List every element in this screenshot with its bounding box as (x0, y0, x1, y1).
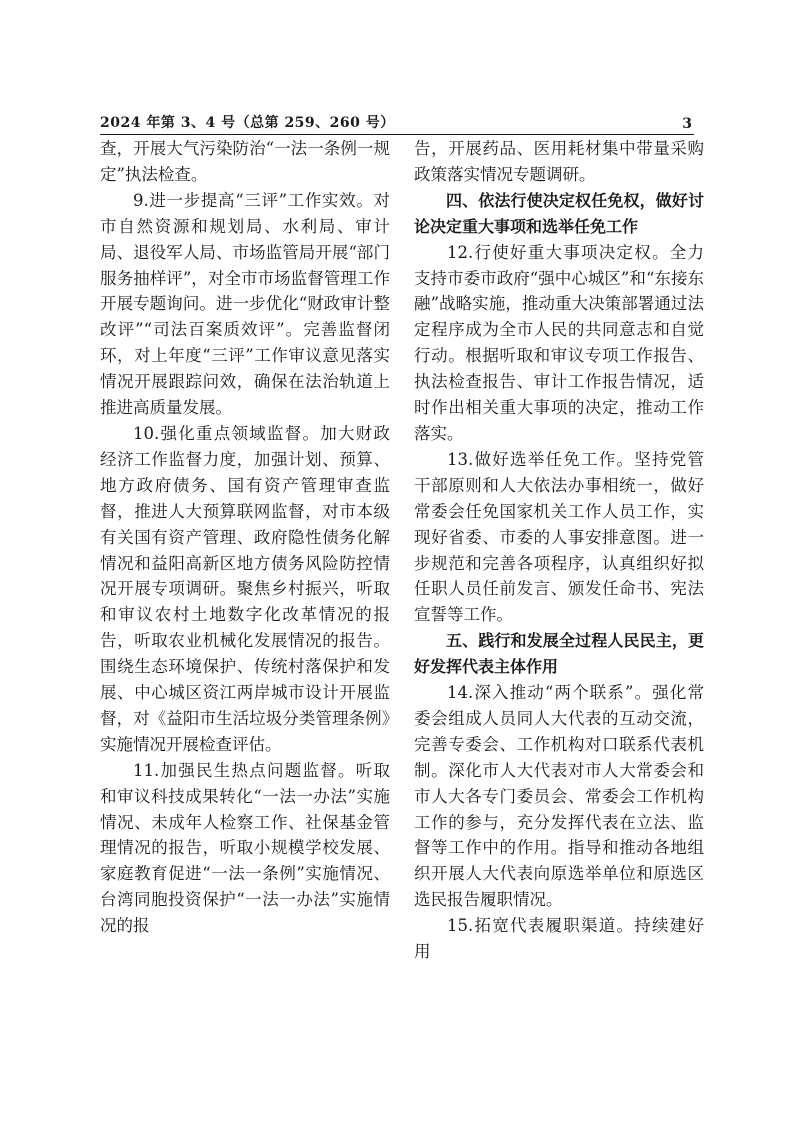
paragraph-item-13: 13.做好选举任免工作。坚持党管干部原则和人大依法办事相统一，做好常委会任免国家机关工作人员工作，实现好省委、市委的人事安排意图。进一步规范和完善各项程序，认真组织好拟任职人员任前发言、颁发任命书、宪法宣誓等工作。 (414, 449, 704, 625)
paragraph-item-11: 11.加强民生热点问题监督。听取和审议科技成果转化“一法一办法”实施情况、未成年人检察工作、社保基金管理情况的报告，听取小规模学校发展、家庭教育促进“一法一条例”实施情况、台湾同胞投资保护“一法一办法”实施情况的报 (100, 760, 390, 936)
paragraph-continued: 查，开展大气污染防治“一法一条例一规定”执法检查。 (100, 139, 390, 184)
paragraph-item-15: 15.拓宽代表履职渠道。持续建好用 (414, 916, 704, 962)
paragraph-item-10: 10.强化重点领域监督。加大财政经济工作监督力度，加强计划、预算、地方政府债务、国有资产管理审查监督，推进人大预算联网监督，对市本级有关国有资产管理、政府隐性债务化解情况和益阳高新区地方债务风险防控情况开展专项调研。聚焦乡村振兴，听取和审议农村土地数字化改革情况的报告，听取农业机械化发展情况的报告。围绕生态环境保护、传统村落保护和发展、中心城区资江两岸城市设计开展监督，对《益阳市生活垃圾分类管理条例》实施情况开展检查评估。 (100, 423, 390, 754)
section-heading-5: 五、践行和发展全过程人民民主，更好发挥代表主体作用 (414, 631, 704, 677)
issue-label: 2024 年第 3、4 号（总第 259、260 号） (100, 115, 395, 131)
paragraph-continued: 告，开展药品、医用耗材集中带量采购政策落实情况专题调研。 (414, 139, 704, 184)
page-number: 3 (682, 116, 692, 132)
paragraph-item-14: 14.深入推动“两个联系”。强化常委会组成人员同人大代表的互动交流，完善专委会、工作机构对口联系代表机制。深化市人大代表对市人大常委会和市人大各专门委员会、常委会工作机构工作的参与，充分发挥代表在立法、监督等工作中的作用。指导和推动各地组织开展人大代表向原选举单位和原选区选民报告履职情况。 (414, 683, 704, 910)
section-heading-4: 四、依法行使决定权任免权，做好讨论决定重大事项和选举任免工作 (414, 190, 704, 236)
running-header (100, 112, 694, 135)
paragraph-item-12: 12.行使好重大事项决定权。全力支持市委市政府“强中心城区”和“东接东融”战略实施，推动重大决策部署通过法定程序成为全市人民的共同意志和自觉行动。根据听取和审议专项工作报告、执法检查报告、审计工作报告情况，适时作出相关重大事项的决定，推动工作落实。 (414, 242, 704, 443)
right-column (414, 136, 704, 965)
paragraph-item-9: 9.进一步提高“三评”工作实效。对市自然资源和规划局、水利局、审计局、退役军人局、市场监管局开展“部门服务抽样评”，对全市市场监督管理工作开展专题询问。进一步优化“财政审计整改评”“司法百案质效评”。完善监督闭环，对上年度“三评”工作审议意见落实情况开展跟踪问效，确保在法治轨道上推进高质量发展。 (100, 190, 390, 418)
left-column (100, 136, 390, 939)
